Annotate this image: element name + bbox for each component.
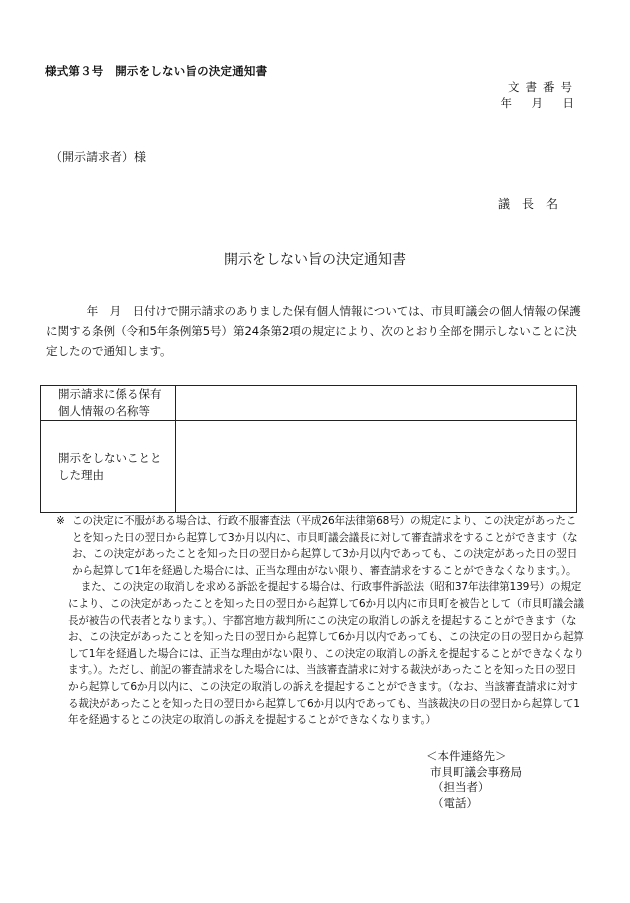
addressee: （開示請求者）様: [50, 150, 147, 164]
info-table: [40, 385, 577, 513]
document-title: 開示をしない旨の決定通知書: [224, 252, 406, 268]
chair-name: 議長名: [497, 197, 570, 211]
note-2: また、この決定の取消しを求める訴訟を提起する場合は、行政事件訴訟法（昭和37年法律第139号）の規定により、この決定があったことを知った日の翌日から起算して6か月以内に市貝町を被告として（市貝町議会議長が被告の代表者となります。）、宇都宮地方裁判所にこの決定の取消しの訴えを提起することができます（なお、この決定があったことを知った日の翌日から起算して6か月以内であっても、この決定の日の翌日から起算して1年を経過した場合には、正当な理由がない限り、この決定の取消しの訴えを提起することができなくなります。）。ただし、前記の審査請求をした場合には、当該審査請求に対する裁決があったことを知った日の翌日から起算して6か月以内に、この決定の取消しの訴えを提起することができます。（なお、当該審査請求に対する裁決があったことを知った日の翌日から起算して6か月以内であっても、当該裁決の日の翌日から起算して1年を経過するとこの決定の取消しの訴えを提起することができなくなります。）: [68, 581, 584, 727]
row2-label: 開示をしないこととした理由: [41, 421, 176, 513]
note-mark: ※: [56, 515, 65, 527]
note-1: [56, 513, 584, 579]
table-row: [41, 386, 577, 421]
document-number: 文書番号: [508, 80, 578, 94]
row1-label: 開示請求に係る保有個人情報の名称等: [41, 386, 176, 421]
contact-person: （担当者）: [432, 780, 490, 794]
contact-heading: ＜本件連絡先＞: [426, 749, 507, 763]
row1-value: [176, 386, 577, 421]
notes-section: [56, 513, 584, 729]
body-paragraph: 年 月 日付けで開示請求のありました保有個人情報については、市貝町議会の個人情報の保護に関する条例（令和5年条例第5号）第24条第2項の規定により、次のとおり全部を開示しないことに決定したので通知します。: [46, 304, 581, 358]
form-number: 様式第３号 開示をしない旨の決定通知書: [45, 64, 268, 78]
contact-office: 市貝町議会事務局: [430, 764, 522, 779]
contact-phone: （電話）: [432, 795, 478, 810]
note-1-text: この決定に不服がある場合は、行政不服審査法（平成26年法律第68号）の規定により、この決定があったことを知った日の翌日から起算して3か月以内に、市貝町議会議長に対して審査請求をすることができます（なお、この決定があったことを知った日の翌日から起算して3か月以内であっても、この決定があった日の翌日から起算して1年を経過した場合には、正当な理由がない限り、審査請求をすることができなくなります。）。: [72, 515, 578, 577]
document-date: 年 月 日: [500, 96, 578, 110]
contact-block: [426, 749, 522, 811]
table-row: [41, 421, 577, 513]
row2-value: [176, 421, 577, 513]
